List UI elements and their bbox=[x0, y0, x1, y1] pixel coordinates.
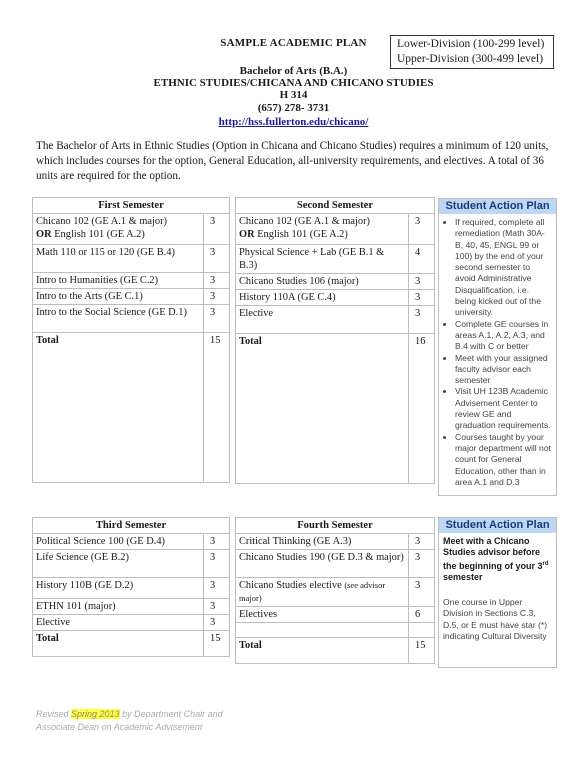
table-cell-units: 3 bbox=[204, 599, 230, 615]
table-cell-units: 3 bbox=[409, 550, 435, 578]
upper-division-note: One course in Upper Division in Sections C.3, D.5, or E must have star (*) indicating Cultural Diversity bbox=[443, 597, 548, 642]
course-name: Chicano Studies elective bbox=[239, 580, 342, 591]
table-cell-course: Elective bbox=[236, 306, 409, 334]
table-cell-units bbox=[409, 623, 435, 638]
table-cell-course: Critical Thinking (GE A.3) bbox=[236, 534, 409, 550]
action-plan-list bbox=[443, 217, 552, 488]
table-cell-course: ETHN 101 (major) bbox=[33, 599, 204, 615]
legend-lower: Lower-Division (100-299 level) bbox=[397, 38, 545, 50]
table-cell-units: 3 bbox=[204, 550, 230, 578]
table-cell-course: Physical Science + Lab (GE B.1 & B.3) bbox=[236, 245, 409, 274]
table-cell-course bbox=[236, 578, 409, 607]
or-label: OR bbox=[239, 229, 255, 240]
revision-footer: Revised Spring 2013 by Department Chair and Associate Dean on Academic Advisement bbox=[36, 709, 223, 732]
course-b: English 101 (GE A.2) bbox=[257, 229, 348, 240]
table-cell-course: Intro to the Arts (GE C.1) bbox=[33, 289, 204, 305]
list-item: • If required, complete all remediation (Math 30A-B, 40, 45, ENGL 99 or 100) by the end of your second semester to avoid Administrative Disqualification, i.e. being kicked out of the university. bbox=[455, 217, 552, 319]
degree-name: Bachelor of Arts (B.A.) bbox=[239, 65, 348, 77]
third-semester-title: Third Semester bbox=[33, 518, 230, 534]
table-cell-course bbox=[33, 214, 204, 245]
program-code: H 314 bbox=[279, 89, 308, 101]
revision-date-highlight: Spring 2013 bbox=[71, 709, 120, 719]
table-cell-course bbox=[236, 214, 409, 245]
table-cell-units: 3 bbox=[409, 306, 435, 334]
table-cell-units: 3 bbox=[409, 274, 435, 290]
table-cell-course: Chicano Studies 190 (GE D.3 & major) bbox=[236, 550, 409, 578]
total-label: Total bbox=[33, 333, 204, 483]
table-cell-course: History 110B (GE D.2) bbox=[33, 578, 204, 599]
table-cell-course: Math 110 or 115 or 120 (GE B.4) bbox=[33, 245, 204, 273]
table-cell-units: 3 bbox=[204, 534, 230, 550]
phone-number: (657) 278- 3731 bbox=[257, 102, 330, 114]
table-cell-units: 3 bbox=[204, 305, 230, 333]
course-b: English 101 (GE A.2) bbox=[54, 229, 145, 240]
table-cell-units: 3 bbox=[204, 289, 230, 305]
table-cell-units: 3 bbox=[204, 615, 230, 631]
action-plan-title: Student Action Plan bbox=[439, 199, 556, 214]
student-action-plan-1 bbox=[438, 198, 557, 496]
total-label: Total bbox=[236, 638, 409, 664]
total-units: 15 bbox=[409, 638, 435, 664]
advisor-note: (see advisor major) bbox=[239, 580, 386, 603]
intro-paragraph: The Bachelor of Arts in Ethnic Studies (Option in Chicana and Chicano Studies) requires a minimum of 120 units, which includes courses for the option, General Education, all-university requirements, and electives. A total of 36 units are required for the option. bbox=[36, 140, 549, 182]
legend-upper: Upper-Division (300-499 level) bbox=[397, 53, 544, 65]
course-a: Chicano 102 (GE A.1 & major) bbox=[239, 216, 371, 227]
table-cell-course: Intro to the Social Science (GE D.1) bbox=[33, 305, 204, 333]
table-cell-units: 6 bbox=[409, 607, 435, 623]
action-plan-title: Student Action Plan bbox=[439, 518, 556, 533]
total-units: 15 bbox=[204, 333, 230, 483]
total-label: Total bbox=[236, 334, 409, 484]
table-cell-units: 3 bbox=[409, 534, 435, 550]
list-item: • Meet with your assigned faculty advisor each semester bbox=[455, 353, 552, 387]
table-cell-course: History 110A (GE C.4) bbox=[236, 290, 409, 306]
third-semester-table bbox=[32, 517, 230, 657]
list-item: • Courses taught by your major department will not count for General Education, other than in area A.1 and D.3 bbox=[455, 432, 552, 488]
table-cell-course bbox=[236, 623, 409, 638]
second-semester-title: Second Semester bbox=[236, 198, 435, 214]
table-cell-units: 3 bbox=[204, 245, 230, 273]
program-url-link[interactable]: http://hss.fullerton.edu/chicano/ bbox=[218, 116, 369, 128]
table-cell-units: 4 bbox=[409, 245, 435, 274]
table-cell-units: 3 bbox=[409, 214, 435, 245]
total-units: 16 bbox=[409, 334, 435, 484]
total-label: Total bbox=[33, 631, 204, 657]
table-cell-course: Elective bbox=[33, 615, 204, 631]
table-cell-course: Intro to Humanities (GE C.2) bbox=[33, 273, 204, 289]
first-semester-table bbox=[32, 197, 230, 483]
course-a: Chicano 102 (GE A.1 & major) bbox=[36, 216, 168, 227]
program-name: ETHNIC STUDIES/CHICANA AND CHICANO STUDIES bbox=[153, 77, 434, 89]
second-semester-table bbox=[235, 197, 435, 484]
advisor-meeting-note: Meet with a Chicano Studies advisor before the beginning of your 3rd semester bbox=[443, 536, 549, 582]
document-title: SAMPLE ACADEMIC PLAN bbox=[220, 37, 367, 49]
table-cell-course: Political Science 100 (GE D.4) bbox=[33, 534, 204, 550]
list-item: • Visit UH 123B Academic Advisement Center to review GE and graduation requirements. bbox=[455, 386, 552, 431]
or-label: OR bbox=[36, 229, 52, 240]
fourth-semester-title: Fourth Semester bbox=[236, 518, 435, 534]
first-semester-title: First Semester bbox=[33, 198, 230, 214]
table-cell-units: 3 bbox=[409, 290, 435, 306]
table-cell-units: 3 bbox=[204, 214, 230, 245]
student-action-plan-2 bbox=[438, 517, 557, 668]
table-cell-units: 3 bbox=[204, 578, 230, 599]
fourth-semester-table bbox=[235, 517, 435, 664]
table-cell-units: 3 bbox=[409, 578, 435, 607]
table-cell-course: Electives bbox=[236, 607, 409, 623]
table-cell-course: Life Science (GE B.2) bbox=[33, 550, 204, 578]
total-units: 15 bbox=[204, 631, 230, 657]
table-cell-course: Chicano Studies 106 (major) bbox=[236, 274, 409, 290]
table-cell-units: 3 bbox=[204, 273, 230, 289]
list-item: • Complete GE courses in areas A.1, A.2, A.3, and B.4 with C or better bbox=[455, 319, 552, 353]
